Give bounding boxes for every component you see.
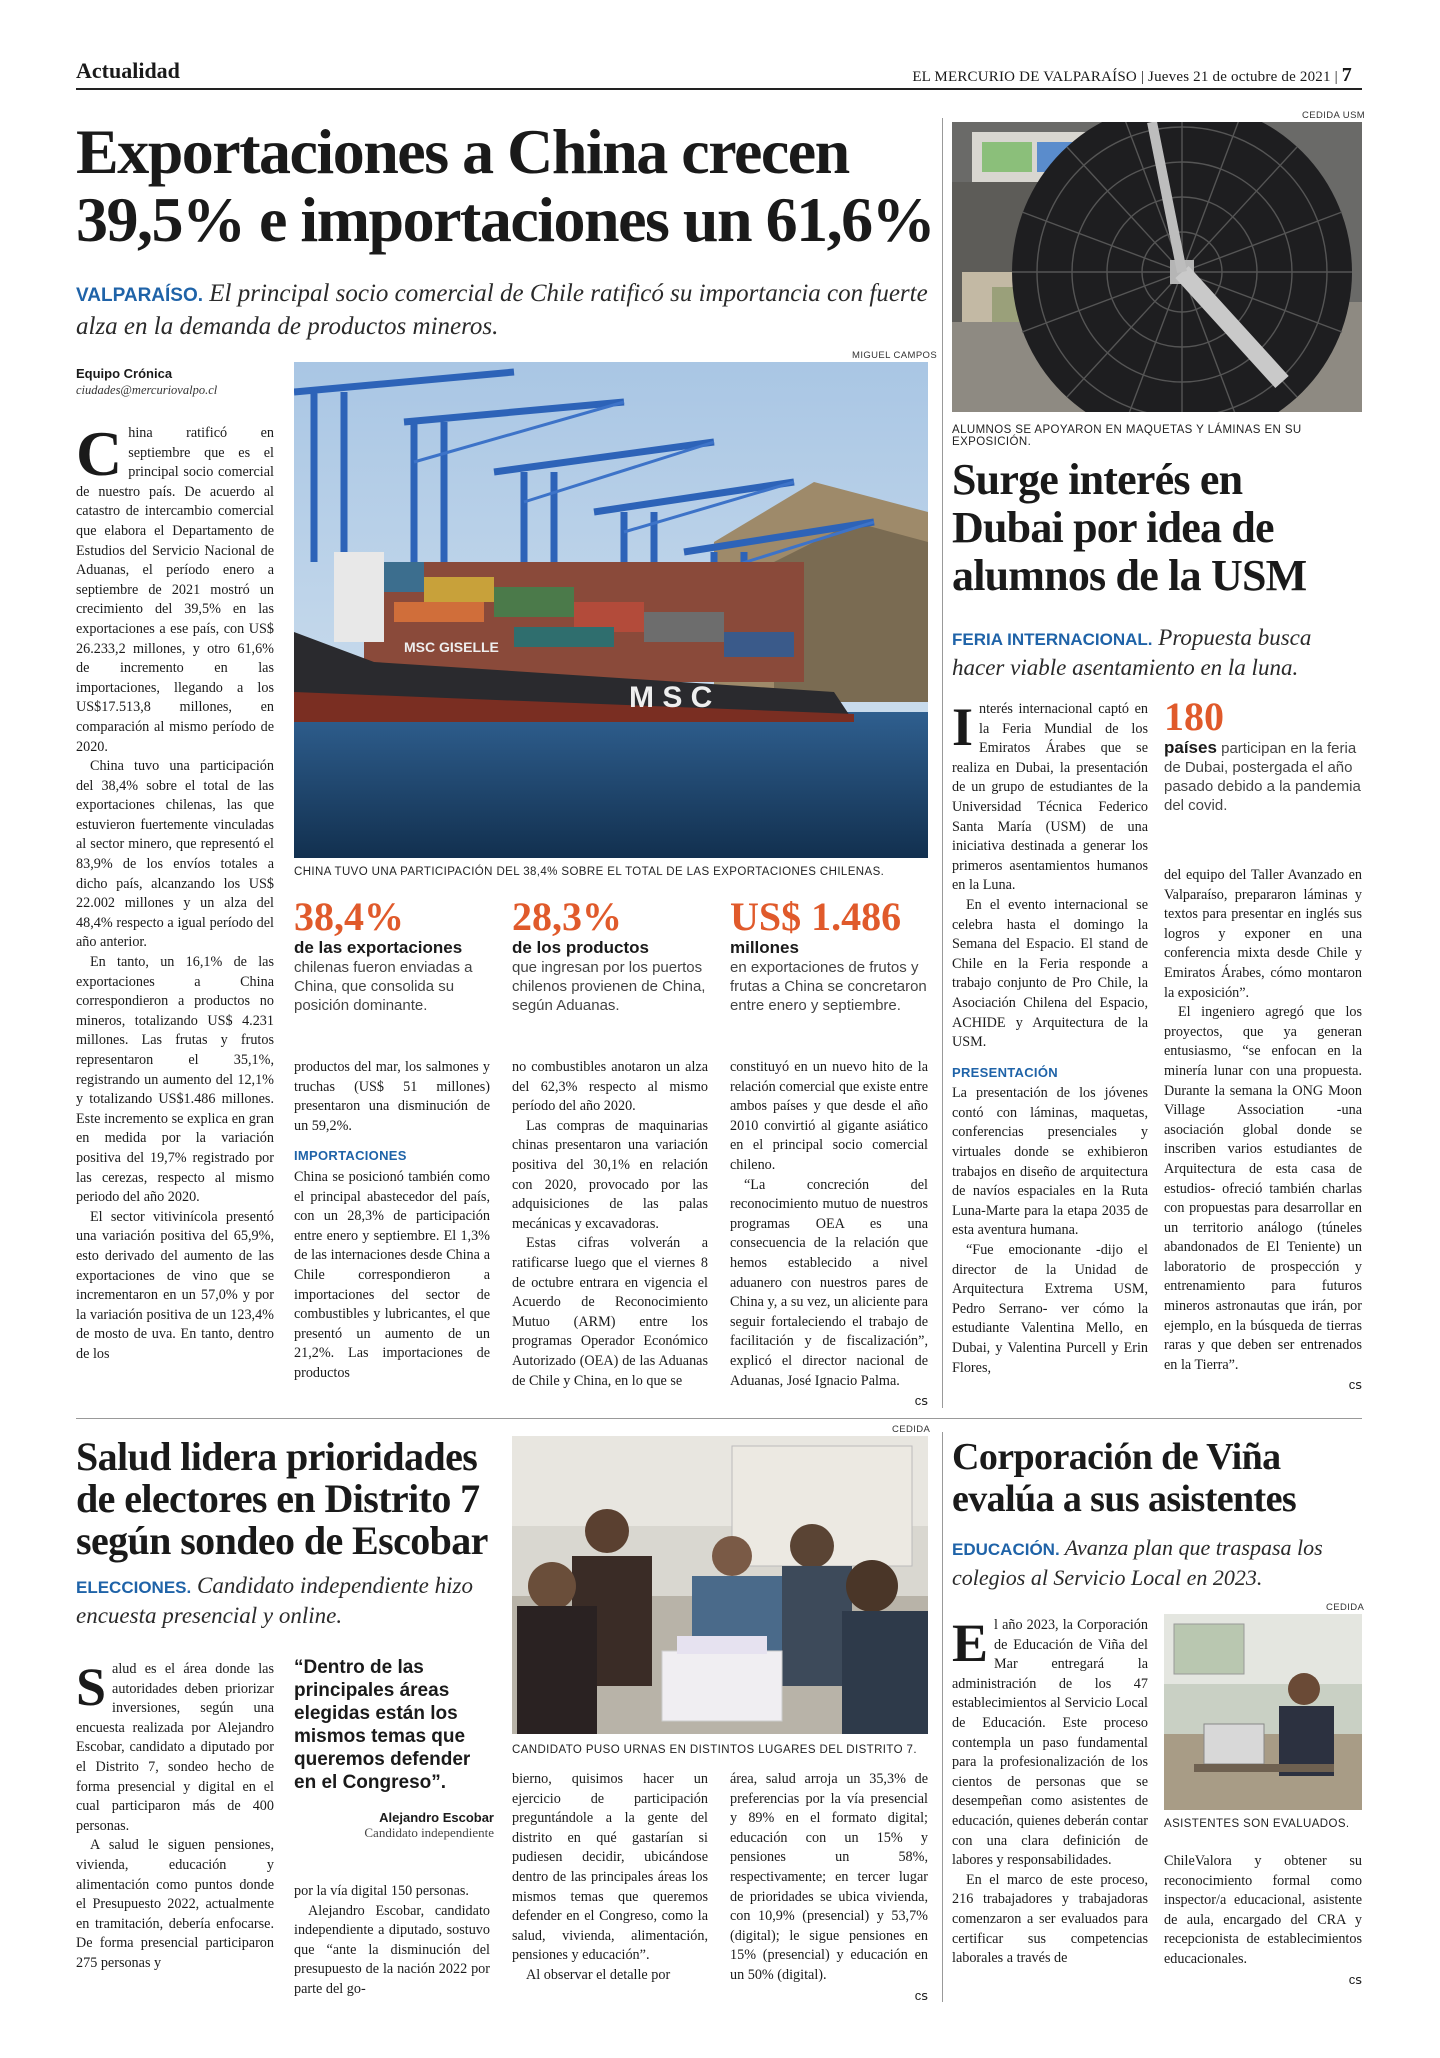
stat-text: en exportaciones de frutos y frutas a China se concretaron entre enero y septiembre. xyxy=(730,959,927,1014)
stat-text: participan en la feria de Dubai, postergada el año pasado debido a la pandemia del covid. xyxy=(1164,740,1361,814)
byline-email[interactable]: ciudades@mercuriovalpo.cl xyxy=(76,383,218,397)
paragraph: productos del mar, los salmones y truchas (US$ 51 millones) presentaron una disminución de un 59,2%. xyxy=(294,1059,490,1134)
paragraph: área, salud arroja un 35,3% de preferencias por la vía presencial y 89% en el formato digital; educación con un 15% y pensiones un 58%, respectivamente; en tercer lugar de prioridades se ubica vivienda, con 10,9% (presencial) y 53,7% (digital); le sigue pensiones en 15% (presencial) y educación en un 50% (digital). xyxy=(730,1771,928,1983)
header-rule xyxy=(76,88,1362,90)
escobar-deck xyxy=(76,1572,496,1630)
ship-hull-text: M S C xyxy=(629,681,713,714)
newspaper-name: EL MERCURIO DE VALPARAÍSO xyxy=(912,69,1137,85)
main-column-3 xyxy=(512,1058,708,1391)
quote-role: Candidato independiente xyxy=(364,1825,494,1840)
stat-number: 180 xyxy=(1164,694,1224,739)
drop-cap: E xyxy=(952,1613,989,1673)
stat-box xyxy=(730,896,930,1015)
paragraph: En el marco de este proceso, 216 trabajadores y trabajadoras comenzaron a ser evaluados para certificar sus competencias laborales a través de xyxy=(952,1871,1148,1967)
pull-quote xyxy=(294,1656,494,1841)
paragraph: bierno, quisimos hacer un ejercicio de participación preguntándole a la gente del distrito en qué gastarían si pudiesen decidir, ubicándose dentro de las principales áreas los mismos temas que queremos defender en el Congreso, como la salud, vivienda, alimentación, pensiones y educación”. xyxy=(512,1771,708,1964)
issue-date: Jueves 21 de octubre de 2021 xyxy=(1148,69,1331,85)
paragraph: Al observar el detalle por xyxy=(526,1966,671,1983)
stat-number: 38,4% xyxy=(294,894,404,939)
subheading: IMPORTACIONES xyxy=(294,1148,407,1164)
paragraph: China tuvo una participación del 38,4% sobre el total de las exportaciones chilenas, las que estuvieron fuertemente vinculadas al sector minero, que representó el 83,9% de los envíos totales a dicho país, alcanzando los US$ 22.002 millones y un alza del 48,4% respecto a igual período del año anterior. xyxy=(76,758,274,951)
quote-author: Alejandro Escobar xyxy=(379,1810,494,1825)
escobar-column-2 xyxy=(294,1882,490,2000)
usm-stat-box xyxy=(1164,696,1362,815)
paragraph: Estas cifras volverán a ratificarse luego que el viernes 8 de octubre entrara en vigencia el Acuerdo de Reconocimiento Mutuo (ARM) entre los programas Operador Económico Autorizado (OEA) de las Aduanas de Chile y China, en lo que se xyxy=(512,1235,708,1389)
vina-photo-credit: CEDIDA xyxy=(1326,1602,1365,1613)
paragraph: Las compras de maquinarias chinas presentaron una variación positiva del 30,1% en relación con 2020, provocado por las adquisiciones de las palas mecánicas y excavadoras. xyxy=(512,1117,708,1232)
paragraph: ChileValora y obtener su reconocimiento formal como inspector/a educacional, asistente de aula, encargado del CRA y recepcionista de establecimientos educacionales. xyxy=(1164,1853,1362,1967)
usm-column-2 xyxy=(1164,866,1362,1395)
column-divider xyxy=(942,118,943,1408)
escobar-column-4 xyxy=(730,1770,928,2005)
vina-headline: Corporación de Viña evalúa a sus asistentes xyxy=(952,1436,1297,1520)
end-mark-icon: ᴄꜱ xyxy=(1348,1971,1362,1987)
main-column-1 xyxy=(76,418,274,1365)
paragraph: El ingeniero agregó que los proyectos, que ya generan entusiasmo, “se enfocan en la minería lunar con una propuesta. Durante la semana la ONG Moon Village Association -una asociación global donde se inscriben varios estudiantes de Arquitectura de esta casa de estudios- ofreció también charlas con propuestas para desarrollar en un territorio análogo (túneles abandonados de El Teniente) un laboratorio de prospección y entrenamiento para futuros mineros astronautas que irán, por ejemplo, en la búsqueda de tierras raras y que deben ser entrenados en la Tierra”. xyxy=(1164,1004,1362,1373)
paragraph: del equipo del Taller Avanzado en Valparaíso, prepararon láminas y textos para presentar en inglés sus logros y exponer en una conferencia mixta desde Chile y Emiratos Árabes, cómo montaron la exposición”. xyxy=(1164,867,1362,1001)
paragraph: por la vía digital 150 personas. xyxy=(294,1883,469,1899)
paragraph: En el evento internacional se celebra hasta el domingo la Semana del Espacio. El stand de Chile en la Feria responde a trabajo conjunto de Pro Chile, la Asociación Chilena del Espacio, ACHIDE y Arquitectura de la USM. xyxy=(952,896,1148,1051)
vina-deck-text: Avanza plan que traspasa los colegios al Servicio Local en 2023. xyxy=(952,1535,1323,1590)
usm-kicker: FERIA INTERNACIONAL. xyxy=(952,630,1153,649)
stat-number: US$ 1.486 xyxy=(730,894,902,939)
paragraph: no combustibles anotaron un alza del 62,3% respecto al mismo período del año 2020. xyxy=(512,1059,708,1115)
usm-deck-text: Propuesta busca hacer viable asentamiento en la luna. xyxy=(952,625,1312,680)
usm-headline: Surge interés en Dubai por idea de alumnos de la USM xyxy=(952,455,1307,600)
paragraph: nterés internacional captó en la Feria Mundial de los Emiratos Árabes que se realiza en Dubai, la presentación de un grupo de estudiantes de la Universidad Técnica Federico Santa María (USM) de una iniciativa destinada a generar los primeros asentamientos humanos en la Luna. xyxy=(952,701,1148,894)
main-kicker: VALPARAÍSO. xyxy=(76,285,204,306)
main-column-4 xyxy=(730,1058,928,1411)
stat-box xyxy=(512,896,712,1015)
paragraph: alud es el área donde las autoridades deben priorizar inversiones, según una encuesta realizada por Alejandro Escobar, candidato a diputado por el Distrito 7, sondeo hecho de forma presencial y digital en el cual participaron más de 400 personas. xyxy=(76,1661,274,1834)
paragraph: constituyó en un nuevo hito de la relación comercial que existe entre ambos países y que desde el año 2010 convirtió al gigante asiático en el principal socio comercial chileno. xyxy=(730,1059,928,1173)
escobar-photo-caption: CANDIDATO PUSO URNAS EN DISTINTOS LUGARES DEL DISTRITO 7. xyxy=(512,1744,917,1756)
drop-cap: I xyxy=(952,697,974,757)
page-number: 7 xyxy=(1341,64,1352,86)
stat-text: chilenas fueron enviadas a China, que consolida su posición dominante. xyxy=(294,959,473,1014)
paragraph: El sector vitivinícola presentó una variación positiva del 65,9%, esto derivado del aumento de las exportaciones de vino que se incrementaron en un 57,0% y por la variación positiva de un 123,4% de mosto de uva. En tanto, dentro de los xyxy=(76,1208,274,1362)
stat-label: de los productos xyxy=(512,938,649,957)
paragraph: A salud le siguen pensiones, vivienda, educación y alimentación como puntos donde el Presupuesto 2022, actualmente en tramitación, debería enfocarse. De forma presencial participaron 275 personas y xyxy=(76,1837,274,1971)
paragraph: La presentación de los jóvenes contó con láminas, maquetas, conferencias presenciales y virtuales donde se exhibieron trabajos en diseño de arquitectura de navíos espaciales en la Ruta Luna-Marte para la etapa 2035 de esta aventura humana. xyxy=(952,1085,1148,1239)
stat-number: 28,3% xyxy=(512,894,622,939)
main-column-2 xyxy=(294,1058,490,1384)
main-headline: Exportaciones a China crecen 39,5% e importaciones un 61,6% xyxy=(76,116,935,255)
ship-name-label: MSC GISELLE xyxy=(404,639,499,655)
stat-box xyxy=(294,896,494,1015)
end-mark-icon: ᴄꜱ xyxy=(914,1393,928,1409)
vina-photo-caption: ASISTENTES SON EVALUADOS. xyxy=(1164,1818,1350,1830)
main-photo-caption: CHINA TUVO UNA PARTICIPACIÓN DEL 38,4% SOBRE EL TOTAL DE LAS EXPORTACIONES CHILENAS. xyxy=(294,866,885,878)
stat-label: millones xyxy=(730,938,799,957)
escobar-column-3 xyxy=(512,1770,708,1986)
paragraph: Alejandro Escobar, candidato independiente a diputado, sostuvo que “ante la disminución del presupuesto de la nación 2022 por parte del go- xyxy=(294,1902,490,1997)
usm-photo-credit: CEDIDA USM xyxy=(1302,110,1366,121)
column-divider xyxy=(942,1432,943,2002)
drop-cap: C xyxy=(76,418,123,489)
masthead: EL MERCURIO DE VALPARAÍSO | Jueves 21 de octubre de 2021 | 7 xyxy=(912,64,1352,86)
main-deck xyxy=(76,278,946,342)
byline-name: Equipo Crónica xyxy=(76,366,173,381)
escobar-kicker: ELECCIONES. xyxy=(76,1578,192,1597)
vina-photo xyxy=(1164,1614,1362,1810)
paragraph: hina ratificó en septiembre que es el principal socio comercial de nuestro país. De acuerdo al catastro de intercambio comercial que elabora el Departamento de Estudios del Servicio Nacional de Aduanas, el período enero a septiembre de 2021 mostró un crecimiento del 39,5% en las exportaciones a ese país, con US$ 26.233,2 millones, y otro 61,6% de incremento en las importaciones, llegando a los US$17.513,8 millones, en comparación al mismo período de 2020. xyxy=(76,425,274,755)
usm-deck xyxy=(952,624,1362,682)
quote-text: “Dentro de las principales áreas elegidas están los mismos temas que queremos defender en el Congreso”. xyxy=(294,1657,471,1793)
main-photo-credit: MIGUEL CAMPOS xyxy=(852,350,938,361)
usm-column-1 xyxy=(952,697,1148,1378)
ship-photo xyxy=(294,362,928,858)
stat-label: de las exportaciones xyxy=(294,938,463,957)
paragraph: l año 2023, la Corporación de Educación de Viña del Mar entregará la administración de los 47 establecimientos al Servicio Local de Educación. Este proceso contempla un paso fundamental para la profesionalización de los cientos de personas que se desempeñan como asistentes de educación, quienes deberán contar con una clara definición de labores y responsabilidades. xyxy=(952,1617,1148,1869)
paragraph: “La concreción del reconocimiento mutuo de nuestros programas OEA es una consecuencia de la relación que hemos establecido a nivel aduanero con nuestros pares de China y, a su vez, un aliciente para seguir fortaleciendo el trabajo de facilitación y de fiscalización”, explicó el director nacional de Aduanas, José Ignacio Palma. xyxy=(730,1176,928,1389)
escobar-photo-credit: CEDIDA xyxy=(892,1424,931,1435)
escobar-photo xyxy=(512,1436,928,1734)
escobar-headline: Salud lidera prioridades de electores en Distrito 7 según sondeo de Escobar xyxy=(76,1434,488,1563)
usm-photo-caption: ALUMNOS SE APOYARON EN MAQUETAS Y LÁMINAS EN SU EXPOSICIÓN. xyxy=(952,424,1302,448)
stat-text: que ingresan por los puertos chilenos provienen de China, según Aduanas. xyxy=(512,959,706,1014)
byline xyxy=(76,366,276,398)
paragraph: En tanto, un 16,1% de las exportaciones a China correspondieron a productos no mineros, totalizando US$ 4.231 millones. Las frutas y frutos representaron el 35,1%, registrando un aumento del 12,1% y totalizando US$1.486 millones. Este incremento se explica en gran en medida por la variación positiva del 19,7% registrado por las cerezas, respecto al mismo periodo del año 2020. xyxy=(76,954,274,1206)
section-divider xyxy=(76,1418,1362,1419)
vina-deck xyxy=(952,1534,1362,1592)
end-mark-icon: ᴄꜱ xyxy=(914,1987,928,2003)
paragraph: “Fue emocionante -dijo el director de la Unidad de Arquitectura Extrema USM, Pedro Serrano- ver cómo la estudiante Valentina Mello, en Dubai, y Valentina Purcell y Erin Flores, xyxy=(952,1242,1148,1376)
drop-cap: S xyxy=(76,1657,107,1717)
escobar-column-1 xyxy=(76,1657,274,1974)
section-name: Actualidad xyxy=(76,58,180,83)
stat-label: países xyxy=(1164,738,1217,757)
main-deck-text: El principal socio comercial de Chile ratificó su importancia con fuerte alza en la demanda de productos mineros. xyxy=(76,280,928,340)
paragraph: China se posicionó también como el principal abastecedor del país, con un 28,3% de participación entre enero y septiembre. El 1,3% de las internaciones desde China a Chile correspondieron a importaciones del sector de combustibles y lubricantes, el que presentó un aumento de un 21,2%. Las importaciones de productos xyxy=(294,1168,490,1381)
vina-kicker: EDUCACIÓN. xyxy=(952,1540,1060,1559)
vina-column-1 xyxy=(952,1613,1148,1969)
subheading: PRESENTACIÓN xyxy=(952,1064,1058,1080)
usm-photo xyxy=(952,122,1362,412)
vina-column-2 xyxy=(1164,1852,1362,1989)
escobar-deck-text: Candidato independiente hizo encuesta presencial y online. xyxy=(76,1573,473,1628)
end-mark-icon: ᴄꜱ xyxy=(1348,1377,1362,1393)
